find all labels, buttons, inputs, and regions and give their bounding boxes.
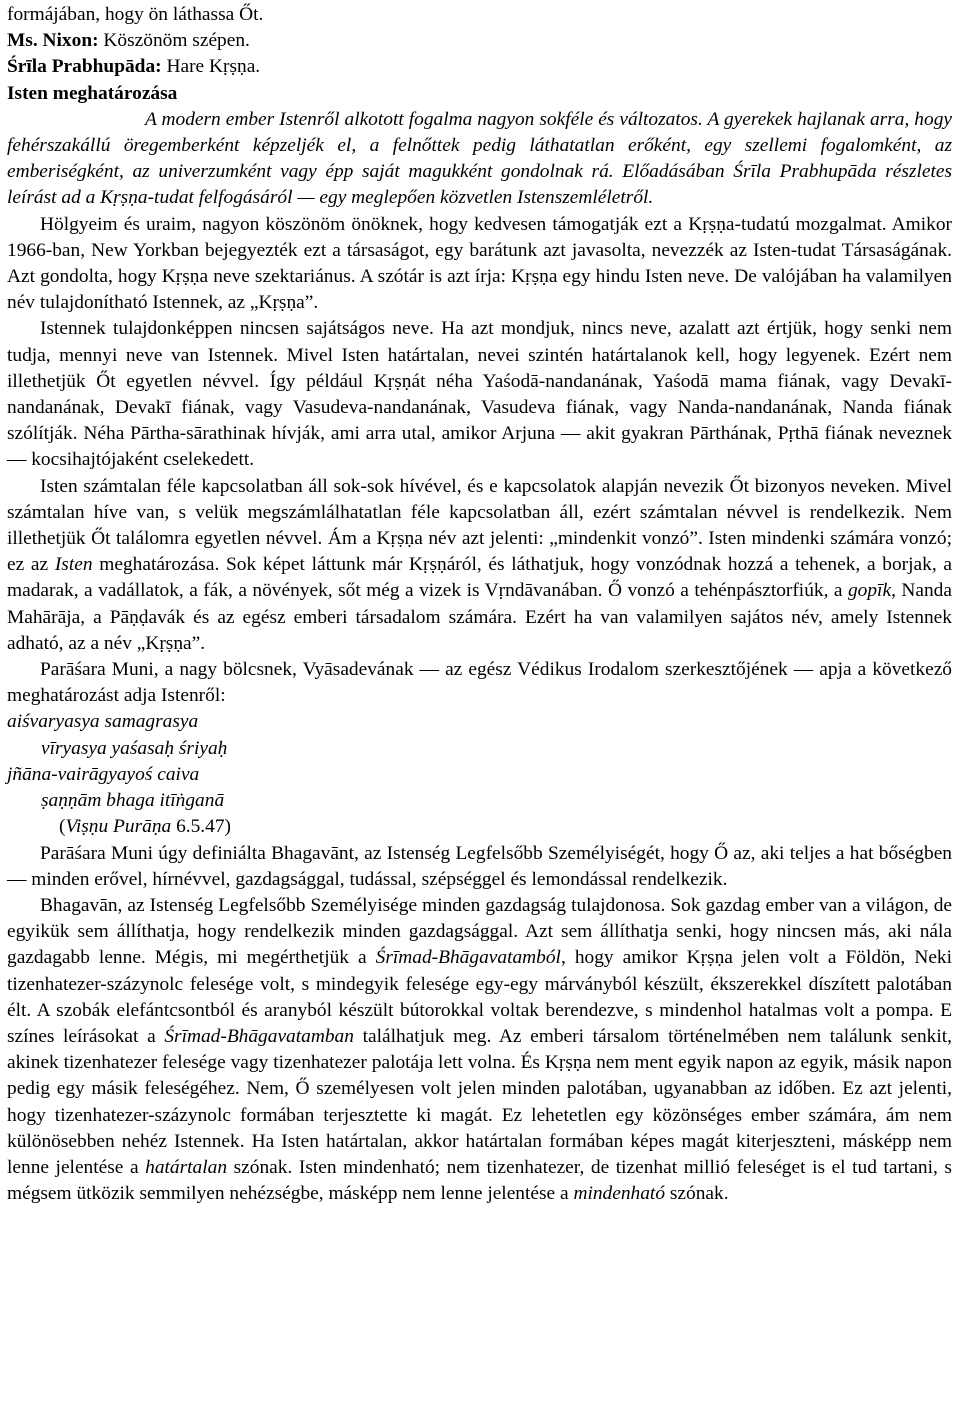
text-run-italic: Śrīmad-Bhāgavatamban [164, 1025, 354, 1047]
text-run: Isten számtalan féle kapcsolatban áll sok-sok hívével, és e kapcsolatok alapján nevezik Őt bizonyos neveken. Mivel számtalan híve van, s velük megszámlálhatatlan féle kapcsolatban áll, ezért számtalan névvel is rendelkezik. Nem illethetjük Őt találomra egyetlen névvel. Ám a Kṛṣṇa név azt jelenti: „mindenkit vonzó”. Isten mindenki számára vonzó; ez az [7, 475, 952, 576]
text-run: ( [59, 816, 66, 838]
body-paragraph: Parāśara Muni úgy definiálta Bhagavānt, az Istenség Legfelsőbb Személyiségét, hogy Ő az, aki teljes a hat bőségben — minden erővel, hírnévvel, gazdagsággal, tudással, szépséggel és lemondással rendelkezik. [7, 842, 952, 890]
verse-line: ṣaṇṇām bhaga itīṅganā [41, 790, 225, 812]
text-run-italic: Śrīmad-Bhāgavatamból [375, 947, 561, 969]
sanskrit-verse [7, 709, 952, 840]
text-run: szónak. [665, 1183, 729, 1205]
text-run: 6.5.47) [171, 816, 232, 838]
section-heading: Isten meghatározása [7, 82, 178, 104]
text-run: meghatározása. Sok képet láttunk már Kṛṣṇáról, és láthatjuk, hogy vonzódnak hozzá a tehenek, a borjak, a madarak, a vadállatok, a fák, a növények, sőt még a vizek is Vṛndāvanában. Ő vonzó a tehénpásztorfiúk, a [7, 554, 952, 602]
dialogue-text: Köszönöm szépen. [98, 30, 250, 52]
verse-line: jñāna-vairāgyayoś caiva [7, 763, 200, 785]
body-paragraph: Istennek tulajdonképpen nincsen sajátságos neve. Ha azt mondjuk, nincs neve, azalatt azt értjük, hogy senki nem tudja, mennyi neve van Istennek. Mivel Isten határtalan, nevei szintén határtalanok kell, hogy legyenek. Ezért nem illethetjük Őt egyetlen névvel. Így például Kṛṣṇát néha Yaśodā-nandanának, Yaśodā mama fiának, vagy Devakī-nandanának, Devakī fiának, vagy Vasudeva-nandanának, Vasudeva fiának, vagy Nanda-nandanának, Nanda fiának szólítják. Néha Pārtha-sārathinak hívják, ami arra utal, amikor Arjuna — akit gyakran Pārthának, Pṛthā fiának neveznek — kocsihajtójaként cselekedett. [7, 318, 952, 471]
intro-line: formájában, hogy ön láthassa Őt. [7, 4, 264, 25]
text-run: találhatjuk meg. Az emberi társalom történelmében nem találunk senkit, akinek tizenhatezer felesége vagy tizenhatezer palotája lett volna. És Kṛṣṇa nem ment egyik napon az egyik, másik napon pedig egy másik feleségéhez. Nem, Ő személyesen volt jelen minden palotában, ugyanabban az időben. Ez azt jelenti, hogy tizenhatezer-százynolc formában terjesztette ki magát. Ez lehetetlen egy közönséges ember számára, ám nem különösebben nehéz Istennek. Ha Isten határtalan, akkor határtalan formában képes magát kiterjeszteni, másképp nem lenne jelentése a [7, 1025, 952, 1178]
text-run: szónak. Isten mindenható; nem tizenhatezer, de tizenhat millió feleséget is el tud tartani, s mégsem ütközik semmilyen nehézségbe, másképp nem lenne jelentése a [7, 1156, 952, 1205]
dialogue-text: Hare Kṛṣṇa. [161, 56, 261, 78]
body-paragraph [7, 474, 952, 657]
text-run-italic: Isten [54, 554, 93, 576]
text-run: , Nanda Mahārāja, a Pāṇḍavák és az egész emberi társadalom számára. Ezért ha van valamilyen sajátos név, amely Istennek adható, az a név „Kṛṣṇa”. [7, 580, 952, 654]
body-paragraph: Parāśara Muni, a nagy bölcsnek, Vyāsadevának — az egész Védikus Irodalom szerkesztőjének — apja a következő meghatározást adja Istenről: [7, 659, 952, 707]
speaker-name: Śrīla Prabhupāda: [7, 56, 162, 78]
body-paragraph: Hölgyeim és uraim, nagyon köszönöm önöknek, hogy kedvesen támogatják ezt a Kṛṣṇa-tudatú mozgalmat. Amikor 1966-ban, New Yorkban bejegyezték ezt a társaságot, egy barátunk azt javasolta, nevezzék az Isten-tudat Társaságának. Azt gondolta, hogy Kṛṣṇa neve szektariánus. A szótár is azt írja: Kṛṣṇa egy hindu Isten neve. De valójában ha valamilyen név tulajdonítható Istennek, az „Kṛṣṇa”. [7, 213, 952, 314]
dialogue-line-nixon [7, 28, 952, 54]
text-run: Bhagavān, az Istenség Legfelsőbb Személyisége minden gazdagság tulajdonosa. Sok gazdag ember van a világon, de egyikük sem állíthatja, hogy rendelkezik minden gazdagsággal. Azt sem állíthatja senki, hogy nincsen más, aki nála gazdagabb lenne. Mégis, mi megérthetjük a [7, 894, 952, 969]
body-paragraph [7, 893, 952, 1207]
verse-line: vīryasya yaśasaḥ śriyaḥ [41, 737, 228, 759]
verse-line: aiśvaryasya samagrasya [7, 711, 199, 733]
reference-title: Viṣṇu Purāṇa [65, 816, 172, 838]
text-run-italic: mindenható [573, 1183, 666, 1205]
verse-reference [7, 814, 952, 840]
summary-paragraph: A modern ember Istenről alkotott fogalma nagyon sokféle és változatos. A gyerekek hajlanak arra, hogy fehérszakállú öregemberként képzeljék el, a felnőttek pedig láthatatlan erőként, egy szellemi fogalomként, az emberiségként, az univerzumként vagy épp saját magukként gondolnak rá. Előadásában Śrīla Prabhupāda részletes leírást ad a Kṛṣṇa-tudat felfogásáról — egy meglepően közvetlen Istenszemléletről. [7, 108, 952, 209]
text-run-italic: gopīk [847, 580, 892, 602]
speaker-name: Ms. Nixon: [7, 30, 99, 52]
dialogue-line-prabhupada [7, 54, 952, 80]
text-run-italic: határtalan [145, 1156, 228, 1178]
text-run: , hogy amikor Kṛṣṇa jelen volt a Földön, Neki tizenhatezer-százynolc felesége volt, s mindegyik felesége egy-egy márványból készült, ékszerekkel díszített palotában élt. A szobák elefántcsontból és aranyból készült bútorokkal voltak berendezve, s mindenhol hatalmas volt a pompa. E színes leírásokat a [7, 947, 953, 1047]
